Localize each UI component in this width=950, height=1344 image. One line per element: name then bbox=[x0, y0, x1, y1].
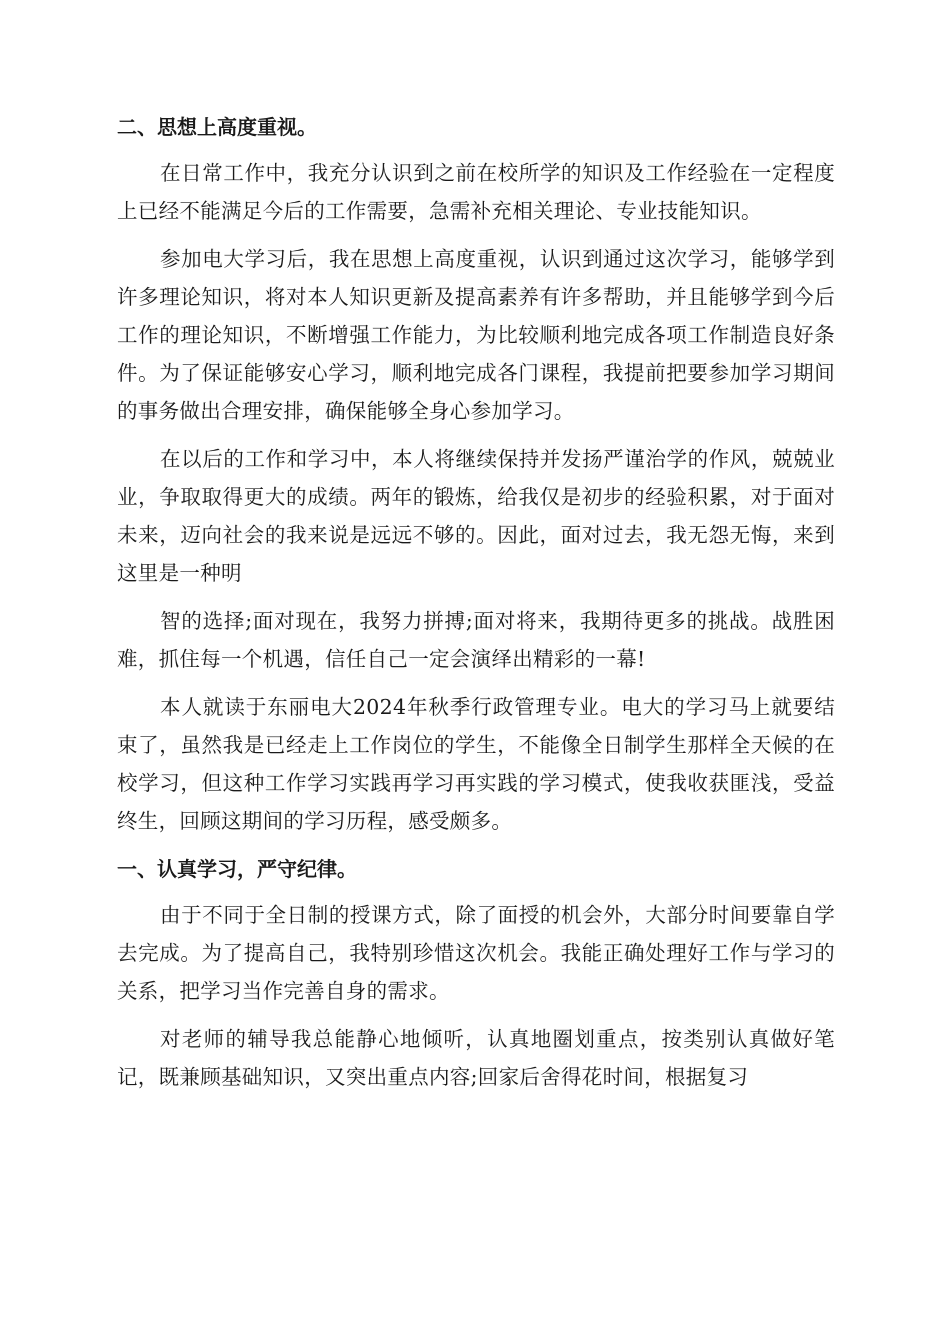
paragraph: 本人就读于东丽电大2024年秋季行政管理专业。电大的学习马上就要结束了，虽然我是已经走上工作岗位的学生，不能像全日制学生那样全天候的在校学习，但这种工作学习实践再学习再实践的学习模式，使我收获匪浅，受益终生，回顾这期间的学习历程，感受颇多。 bbox=[117, 695, 835, 833]
paragraph: 由于不同于全日制的授课方式，除了面授的机会外，大部分时间要靠自学去完成。为了提高自己，我特别珍惜这次机会。我能正确处理好工作与学习的关系，把学习当作完善自身的需求。 bbox=[117, 903, 835, 1003]
paragraph: 智的选择;面对现在，我努力拼搏;面对将来，我期待更多的挑战。战胜困难，抓住每一个机遇，信任自己一定会演绎出精彩的一幕! bbox=[117, 609, 835, 671]
paragraph: 在日常工作中，我充分认识到之前在校所学的知识及工作经验在一定程度上已经不能满足今后的工作需要，急需补充相关理论、专业技能知识。 bbox=[117, 161, 835, 223]
section-one-heading: 一、认真学习，严守纪律。 bbox=[117, 857, 357, 881]
paragraph: 参加电大学习后，我在思想上高度重视，认识到通过这次学习，能够学到许多理论知识，将对本人知识更新及提高素养有许多帮助，并且能够学到今后工作的理论知识，不断增强工作能力，为比较顺利地完成各项工作制造良好条件。为了保证能够安心学习，顺利地完成各门课程，我提前把要参加学习期间的事务做出合理安排，确保能够全身心参加学习。 bbox=[117, 247, 835, 423]
section-two-heading: 二、思想上高度重视。 bbox=[117, 115, 317, 139]
document-body bbox=[117, 108, 835, 1106]
paragraph: 对老师的辅导我总能静心地倾听，认真地圈划重点，按类别认真做好笔记，既兼顾基础知识，又突出重点内容;回家后舍得花时间，根据复习 bbox=[117, 1027, 835, 1089]
paragraph: 在以后的工作和学习中，本人将继续保持并发扬严谨治学的作风，兢兢业业，争取取得更大的成绩。两年的锻炼，给我仅是初步的经验积累，对于面对未来，迈向社会的我来说是远远不够的。因此，面对过去，我无怨无悔，来到这里是一种明 bbox=[117, 447, 835, 585]
